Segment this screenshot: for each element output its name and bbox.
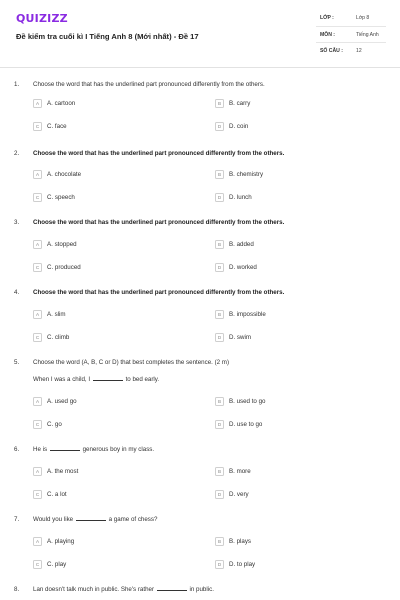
- option-text: A. playing: [47, 537, 75, 545]
- option-letter-box: D: [215, 193, 224, 202]
- option-letter-box: C: [33, 333, 42, 342]
- option-letter-box: B: [215, 537, 224, 546]
- question-number: 2.: [14, 150, 20, 157]
- option-c[interactable]: [33, 262, 81, 272]
- option-letter-box: D: [215, 420, 224, 429]
- option-letter-box: C: [33, 263, 42, 272]
- answer-blank: [76, 516, 106, 521]
- option-text: B. used to go: [229, 397, 266, 405]
- question-number: 5.: [14, 359, 20, 366]
- option-text: D. use to go: [229, 420, 263, 428]
- option-letter-box: A: [33, 170, 42, 179]
- option-d[interactable]: [215, 559, 255, 569]
- question-text: [33, 446, 154, 453]
- option-letter-box: C: [33, 193, 42, 202]
- option-b[interactable]: [215, 396, 265, 406]
- question-number: 7.: [14, 516, 20, 523]
- sentence-after-blank: generous boy in my class.: [82, 446, 155, 453]
- question-number: 6.: [14, 446, 20, 453]
- option-b[interactable]: [215, 466, 251, 476]
- worksheet-title: Đề kiểm tra cuối kì I Tiếng Anh 8 (Mới nhất) - Đề 17: [16, 32, 199, 41]
- option-b[interactable]: [215, 536, 251, 546]
- option-text: D. very: [229, 490, 249, 498]
- option-a[interactable]: [33, 396, 77, 406]
- option-c[interactable]: [33, 419, 62, 429]
- option-d[interactable]: [215, 192, 252, 202]
- option-a[interactable]: [33, 239, 77, 249]
- answer-blank: [93, 376, 123, 381]
- question-text: Choose the word that has the underlined part pronounced differently from the others.: [33, 81, 265, 88]
- option-text: B. carry: [229, 99, 251, 107]
- meta-row-subject: [316, 27, 386, 44]
- option-text: B. impossible: [229, 310, 266, 318]
- option-text: D. swim: [229, 333, 251, 341]
- sentence-before-blank: Would you like: [33, 516, 74, 523]
- option-c[interactable]: [33, 489, 67, 499]
- meta-label: SỐ CÂU :: [320, 48, 343, 54]
- question-sentence: [33, 376, 159, 383]
- option-text: D. to play: [229, 560, 256, 568]
- option-text: C. go: [47, 420, 62, 428]
- meta-value: Lớp 8: [356, 15, 370, 21]
- option-b[interactable]: [215, 239, 254, 249]
- question-text: Choose the word that has the underlined part pronounced differently from the others.: [33, 289, 285, 296]
- option-letter-box: D: [215, 490, 224, 499]
- option-d[interactable]: [215, 489, 249, 499]
- question-text: [33, 516, 157, 523]
- option-c[interactable]: [33, 121, 67, 131]
- option-d[interactable]: [215, 262, 257, 272]
- option-a[interactable]: [33, 98, 75, 108]
- option-c[interactable]: [33, 332, 69, 342]
- quizizz-logo: QUIZIZZ: [16, 12, 68, 25]
- option-letter-box: A: [33, 397, 42, 406]
- option-letter-box: B: [215, 310, 224, 319]
- meta-value: 12: [356, 48, 362, 54]
- question-text: Choose the word that has the underlined part pronounced differently from the others.: [33, 150, 285, 157]
- option-text: B. chemistry: [229, 170, 264, 178]
- option-text: A. cartoon: [47, 99, 76, 107]
- option-text: B. plays: [229, 537, 252, 545]
- question-number: 1.: [14, 81, 20, 88]
- option-letter-box: A: [33, 99, 42, 108]
- sentence-before-blank: Lan doesn't talk much in public. She's rather: [33, 586, 155, 593]
- meta-row-class: [316, 10, 386, 27]
- option-letter-box: A: [33, 467, 42, 476]
- option-b[interactable]: [215, 98, 250, 108]
- option-letter-box: C: [33, 122, 42, 131]
- answer-blank: [50, 446, 80, 451]
- option-letter-box: B: [215, 99, 224, 108]
- option-text: A. chocolate: [47, 170, 82, 178]
- meta-label: MÔN :: [320, 31, 335, 38]
- option-letter-box: B: [215, 467, 224, 476]
- option-letter-box: D: [215, 263, 224, 272]
- option-d[interactable]: [215, 332, 251, 342]
- option-c[interactable]: [33, 192, 75, 202]
- option-letter-box: B: [215, 240, 224, 249]
- meta-label: LỚP :: [320, 15, 334, 21]
- option-b[interactable]: [215, 169, 263, 179]
- option-text: A. used go: [47, 397, 77, 405]
- option-d[interactable]: [215, 121, 248, 131]
- option-letter-box: C: [33, 420, 42, 429]
- option-letter-box: A: [33, 537, 42, 546]
- option-text: C. climb: [47, 333, 70, 341]
- option-letter-box: C: [33, 490, 42, 499]
- meta-value: Tiếng Anh: [356, 31, 379, 38]
- option-text: C. a lot: [47, 490, 67, 498]
- sentence-before-blank: He is: [33, 446, 48, 453]
- question-text: [33, 586, 214, 593]
- option-c[interactable]: [33, 559, 66, 569]
- option-text: A. the most: [47, 467, 79, 475]
- option-letter-box: B: [215, 397, 224, 406]
- option-text: D. worked: [229, 263, 257, 271]
- option-text: A. slim: [47, 310, 66, 318]
- option-letter-box: A: [33, 310, 42, 319]
- option-text: B. more: [229, 467, 251, 475]
- option-text: D. lunch: [229, 193, 252, 201]
- option-text: A. stopped: [47, 240, 77, 248]
- option-text: B. added: [229, 240, 254, 248]
- option-text: C. play: [47, 560, 67, 568]
- sentence-after-blank: in public.: [189, 586, 214, 593]
- sentence-after-blank: a game of chess?: [108, 516, 158, 523]
- option-text: C. produced: [47, 263, 81, 271]
- question-number: 3.: [14, 219, 20, 226]
- option-letter-box: C: [33, 560, 42, 569]
- sentence-after-blank: to bed early.: [125, 376, 160, 383]
- option-a[interactable]: [33, 466, 78, 476]
- option-letter-box: B: [215, 170, 224, 179]
- worksheet-header: [0, 0, 400, 68]
- option-d[interactable]: [215, 419, 262, 429]
- option-text: D. coin: [229, 122, 249, 130]
- option-letter-box: A: [33, 240, 42, 249]
- question-text: Choose the word (A, B, C or D) that best completes the sentence. (2 m): [33, 359, 230, 366]
- option-a[interactable]: [33, 309, 66, 319]
- question-number: 4.: [14, 289, 20, 296]
- option-a[interactable]: [33, 536, 74, 546]
- option-text: C. speech: [47, 193, 75, 201]
- sentence-before-blank: When I was a child, I: [33, 376, 91, 383]
- meta-row-question-count: [316, 43, 386, 60]
- question-number: 8.: [14, 586, 20, 593]
- question-text: Choose the word that has the underlined part pronounced differently from the others.: [33, 219, 285, 226]
- answer-blank: [157, 586, 187, 591]
- option-letter-box: D: [215, 122, 224, 131]
- option-letter-box: D: [215, 333, 224, 342]
- worksheet-meta-table: [316, 10, 386, 60]
- option-a[interactable]: [33, 169, 81, 179]
- option-letter-box: D: [215, 560, 224, 569]
- option-text: C. face: [47, 122, 67, 130]
- option-b[interactable]: [215, 309, 266, 319]
